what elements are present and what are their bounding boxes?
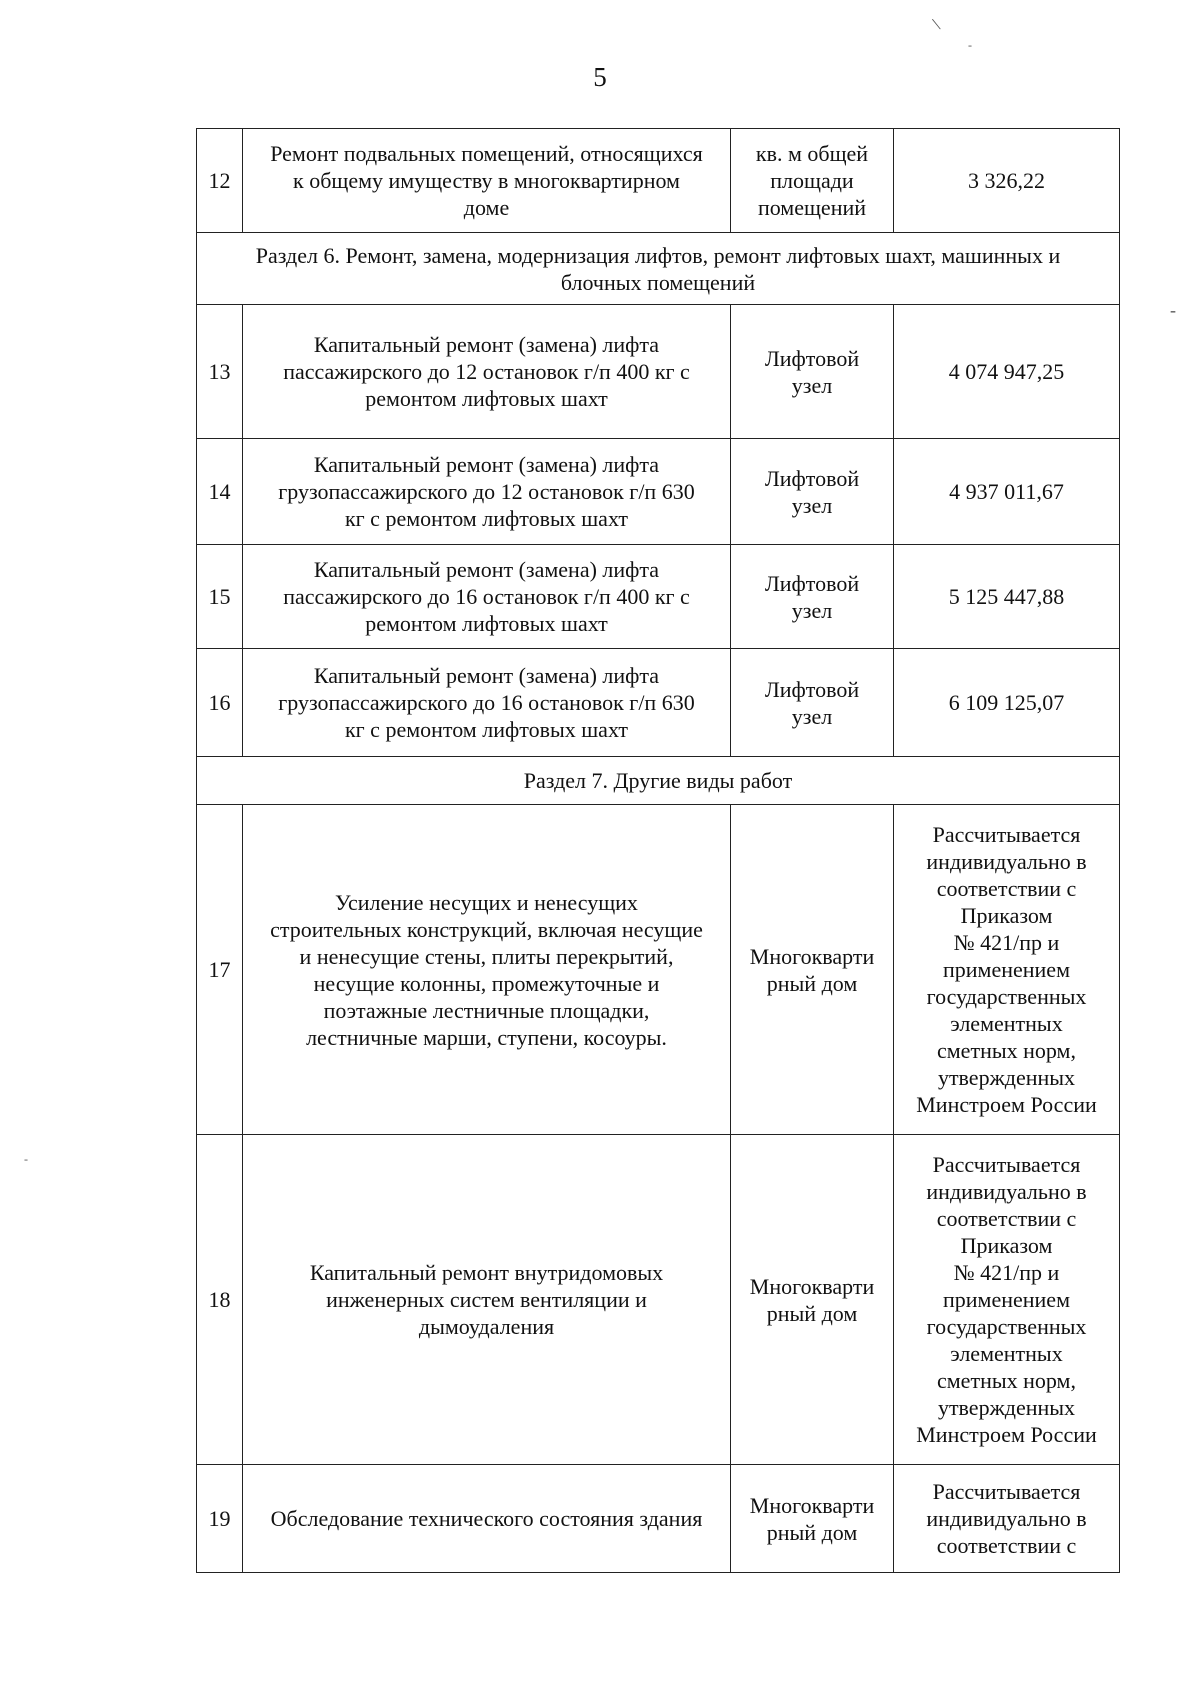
cost-value-line: № 421/пр и [953,930,1060,955]
table-row [197,305,1120,439]
measurement-unit [731,805,894,1135]
work-description-line: грузопассажирского до 16 остановок г/п 630 [278,690,695,715]
cost-value-line: 5 125 447,88 [948,584,1065,609]
cost-value-line: соответствии с [936,876,1077,901]
section-title [197,757,1120,805]
work-description-line: лестничные марши, ступени, косоуры. [306,1024,667,1050]
row-number: 15 [197,545,243,649]
cost-value-line: Минстроем России [916,1092,1097,1117]
cost-value-line: элементных [950,1011,1063,1036]
cost-value-line: применением [942,957,1070,982]
scan-mark: \ [930,13,943,35]
measurement-unit [731,129,894,233]
cost-value-line: государственных [926,984,1087,1009]
table-row [197,545,1120,649]
cost-value-line: применением [942,1287,1070,1312]
row-number: 19 [197,1465,243,1573]
work-description-line: пассажирского до 16 остановок г/п 400 кг с [283,584,690,609]
row-number: 12 [197,129,243,233]
work-description-line: Ремонт подвальных помещений, относящихся [270,141,703,166]
work-description-line: Капитальный ремонт (замена) лифта [313,557,660,582]
cost-value-line: утвержденных [937,1065,1076,1090]
cost-value [894,805,1120,1135]
work-description-line: ремонтом лифтовых шахт [365,386,608,411]
measurement-unit-line: кв. м общей [755,141,869,166]
measurement-unit-line: узел [791,597,833,623]
work-description-line: поэтажные лестничные площадки, [323,997,650,1023]
table-row [197,649,1120,757]
cost-value-line: утвержденных [937,1395,1076,1420]
measurement-unit-line: площади [770,168,854,193]
measurement-unit-line: рный дом [766,970,858,996]
work-description [243,649,731,757]
work-description-line: дымоудаления [418,1314,555,1339]
measurement-unit-line: Лифтовой [764,676,860,702]
table-row [197,1135,1120,1465]
cost-value-line: индивидуально в [926,1179,1087,1204]
work-description-line: и ненесущие стены, плиты перекрытий, [299,943,674,969]
measurement-unit-line: помещений [757,195,867,220]
cost-value-line: сметных норм, [937,1368,1076,1393]
scan-mark: - [1170,300,1176,320]
table-row [197,129,1120,233]
cost-value-line: индивидуально в [926,1506,1087,1531]
work-description [243,1135,731,1465]
work-description-line: к общему имуществу в многоквартирном [293,168,680,193]
measurement-unit [731,1465,894,1573]
work-description-line: кг с ремонтом лифтовых шахт [344,506,629,531]
scan-mark: - [24,1152,28,1166]
table-row [197,439,1120,545]
measurement-unit [731,439,894,545]
work-description [243,805,731,1135]
work-description [243,439,731,545]
work-description-line: пассажирского до 12 остановок г/п 400 кг с [283,359,690,384]
work-description-line: строительных конструкций, включая несущие [270,916,703,942]
row-number: 16 [197,649,243,757]
measurement-unit-line: Многокварти [749,1492,875,1518]
measurement-unit-line: рный дом [766,1300,858,1326]
work-description-line: грузопассажирского до 12 остановок г/п 630 [278,479,695,504]
cost-value [894,439,1120,545]
measurement-unit-line: Многокварти [749,943,875,969]
work-description [243,305,731,439]
measurement-unit [731,545,894,649]
cost-value-line: Рассчитывается [932,1479,1081,1504]
row-number: 14 [197,439,243,545]
cost-value-line: 4 074 947,25 [948,359,1065,384]
work-description-line: Капитальный ремонт (замена) лифта [313,663,660,688]
cost-value-line: Рассчитывается [932,1152,1081,1177]
work-description-line: ремонтом лифтовых шахт [365,611,608,636]
work-description-line: Капитальный ремонт (замена) лифта [313,452,660,477]
table-row [197,805,1120,1135]
work-description-line: Усиление несущих и ненесущих [335,889,638,915]
section-title-line: Раздел 6. Ремонт, замена, модернизация лифтов, ремонт лифтовых шахт, машинных и [255,242,1061,268]
work-description [243,1465,731,1573]
cost-value [894,129,1120,233]
work-description-line: несущие колонны, промежуточные и [313,970,660,996]
cost-value [894,649,1120,757]
work-description-line: Капитальный ремонт внутридомовых [309,1260,664,1285]
cost-value [894,545,1120,649]
cost-value-line: соответствии с [936,1206,1077,1231]
work-description-line: кг с ремонтом лифтовых шахт [344,717,629,742]
work-description-line: Обследование технического состояния здания [270,1506,703,1531]
cost-value-line: 6 109 125,07 [948,690,1065,715]
section-title-line: Раздел 7. Другие виды работ [523,768,793,793]
measurement-unit-line: Лифтовой [764,345,860,371]
page-number: 5 [593,62,607,92]
section-title [197,233,1120,305]
scan-mark: - [968,38,972,52]
row-number: 13 [197,305,243,439]
measurement-unit-line: Многокварти [749,1273,875,1299]
measurement-unit [731,305,894,439]
section-header-row [197,757,1120,805]
capital-repair-tariff-table [196,128,1120,1573]
cost-value-line: государственных [926,1314,1087,1339]
cost-value-line: 4 937 011,67 [949,479,1064,504]
measurement-unit-line: узел [791,372,833,398]
measurement-unit [731,649,894,757]
measurement-unit-line: узел [791,703,833,729]
work-description-line: доме [463,195,510,220]
section-title-line: блочных помещений [560,269,756,295]
cost-value-line: Приказом [960,903,1053,928]
cost-value-line: Минстроем России [916,1422,1097,1447]
row-number: 18 [197,1135,243,1465]
cost-value [894,1135,1120,1465]
cost-value-line: соответствии с [936,1533,1077,1558]
work-description-line: инженерных систем вентиляции и [326,1287,647,1312]
cost-value-line: № 421/пр и [953,1260,1060,1285]
measurement-unit-line: рный дом [766,1519,858,1545]
cost-value-line: Рассчитывается [932,822,1081,847]
measurement-unit-line: узел [791,492,833,518]
measurement-unit [731,1135,894,1465]
row-number: 17 [197,805,243,1135]
measurement-unit-line: Лифтовой [764,465,860,491]
cost-value-line: 3 326,22 [968,168,1045,193]
work-description [243,545,731,649]
cost-value [894,1465,1120,1573]
cost-value-line: индивидуально в [926,849,1087,874]
cost-value-line: сметных норм, [937,1038,1076,1063]
work-description [243,129,731,233]
table-row [197,1465,1120,1573]
cost-value [894,305,1120,439]
cost-value-line: Приказом [960,1233,1053,1258]
section-header-row [197,233,1120,305]
cost-value-line: элементных [950,1341,1063,1366]
measurement-unit-line: Лифтовой [764,570,860,596]
work-description-line: Капитальный ремонт (замена) лифта [313,332,660,357]
